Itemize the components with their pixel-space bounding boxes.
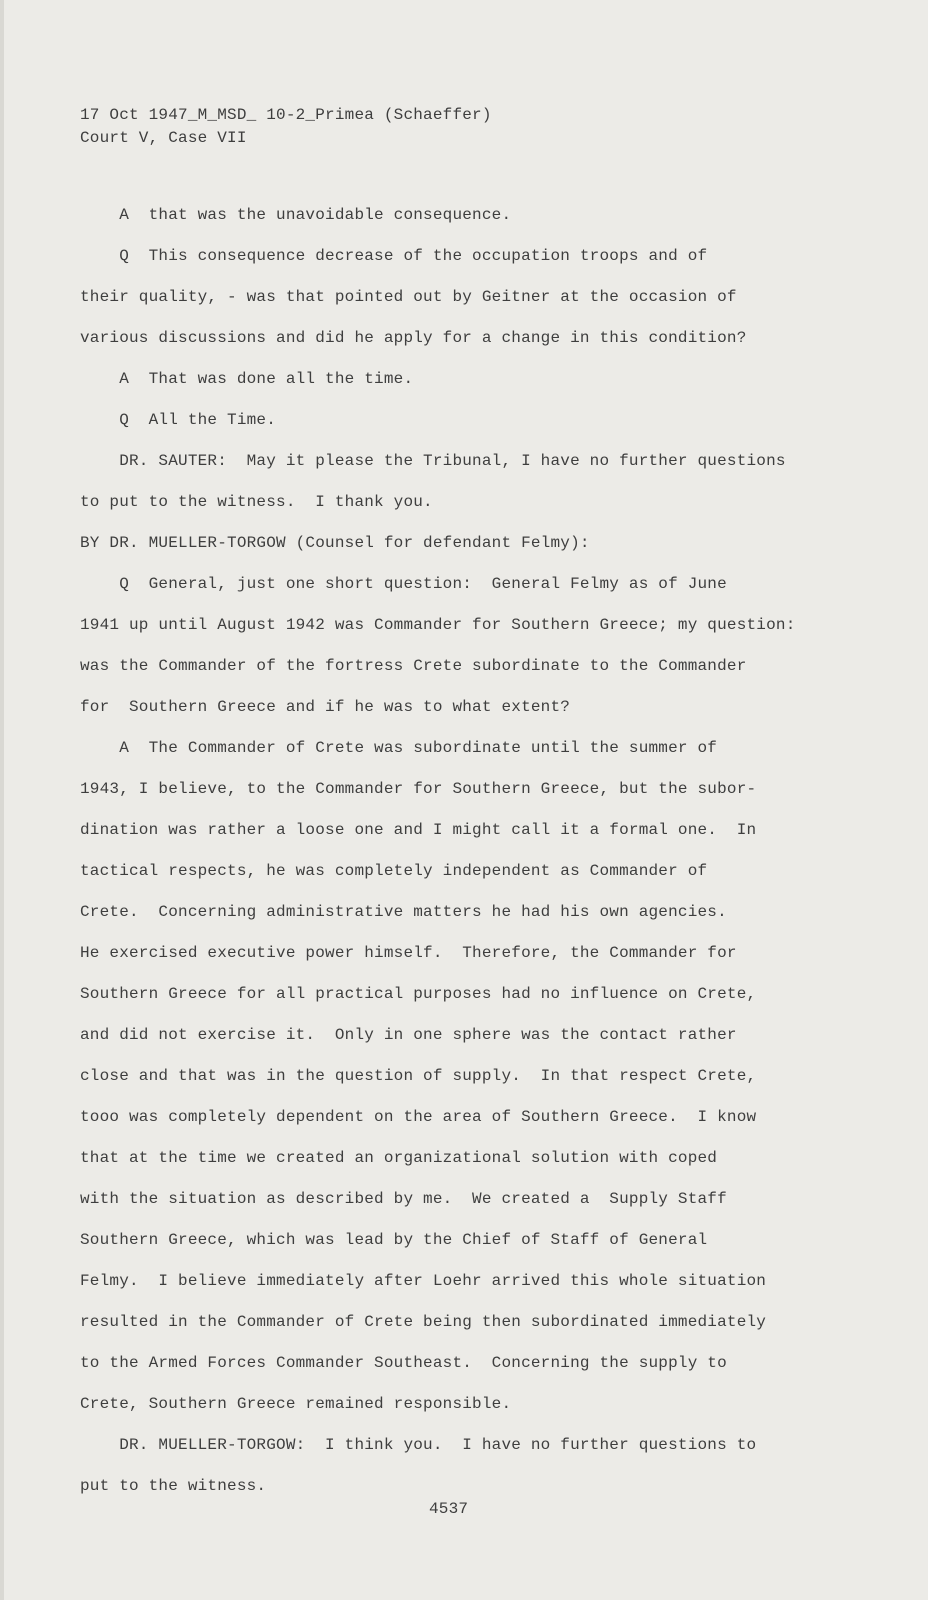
transcript-line: 1941 up until August 1942 was Commander for Southern Greece; my question: — [80, 616, 796, 634]
transcript-line: to put to the witness. I thank you. — [80, 493, 433, 511]
transcript-line: close and that was in the question of supply. In that respect Crete, — [80, 1067, 757, 1085]
transcript-line: DR. SAUTER: May it please the Tribunal, I have no further questions — [80, 452, 786, 470]
transcript-line: Southern Greece, which was lead by the Chief of Staff of General — [80, 1231, 708, 1249]
transcript-line: was the Commander of the fortress Crete subordinate to the Commander — [80, 657, 747, 675]
transcript-line: put to the witness. — [80, 1477, 267, 1495]
transcript-line: dination was rather a loose one and I might call it a formal one. In — [80, 821, 757, 839]
transcript-line: that at the time we created an organizational solution with coped — [80, 1149, 718, 1167]
transcript-line: Q This consequence decrease of the occupation troops and of — [80, 247, 708, 265]
transcript-line: Crete, Southern Greece remained responsible. — [80, 1395, 512, 1413]
transcript-line: to the Armed Forces Commander Southeast. Concerning the supply to — [80, 1354, 727, 1372]
transcript-line: with the situation as described by me. We created a Supply Staff — [80, 1190, 727, 1208]
transcript-line: DR. MUELLER-TORGOW: I think you. I have no further questions to — [80, 1436, 757, 1454]
transcript-line: tactical respects, he was completely independent as Commander of — [80, 862, 708, 880]
transcript-line: Southern Greece for all practical purposes had no influence on Crete, — [80, 985, 757, 1003]
transcript-line: for Southern Greece and if he was to what extent? — [80, 698, 571, 716]
transcript-line: A That was done all the time. — [80, 370, 414, 388]
page-number: 4537 — [429, 1500, 469, 1518]
transcript-line: BY DR. MUELLER-TORGOW (Counsel for defendant Felmy): — [80, 534, 590, 552]
transcript-line: Crete. Concerning administrative matters he had his own agencies. — [80, 903, 727, 921]
transcript-line: resulted in the Commander of Crete being then subordinated immediately — [80, 1313, 767, 1331]
transcript-line: Q General, just one short question: General Felmy as of June — [80, 575, 727, 593]
header-line-2: Court V, Case VII — [80, 129, 247, 147]
page-margin — [928, 0, 946, 1600]
transcript-line: tooo was completely dependent on the area of Southern Greece. I know — [80, 1108, 757, 1126]
transcript-line: and did not exercise it. Only in one sphere was the contact rather — [80, 1026, 737, 1044]
transcript-line: 1943, I believe, to the Commander for Southern Greece, but the subor- — [80, 780, 757, 798]
transcript-line: A that was the unavoidable consequence. — [80, 206, 512, 224]
transcript-line: He exercised executive power himself. Therefore, the Commander for — [80, 944, 737, 962]
header-line-1: 17 Oct 1947_M_MSD_ 10-2_Primea (Schaeffer) — [80, 106, 492, 124]
transcript-line: various discussions and did he apply for a change in this condition? — [80, 329, 747, 347]
transcript-line: A The Commander of Crete was subordinate until the summer of — [80, 739, 718, 757]
transcript-line: Q All the Time. — [80, 411, 277, 429]
transcript-line: their quality, - was that pointed out by Geitner at the occasion of — [80, 288, 737, 306]
transcript-line: Felmy. I believe immediately after Loehr arrived this whole situation — [80, 1272, 767, 1290]
